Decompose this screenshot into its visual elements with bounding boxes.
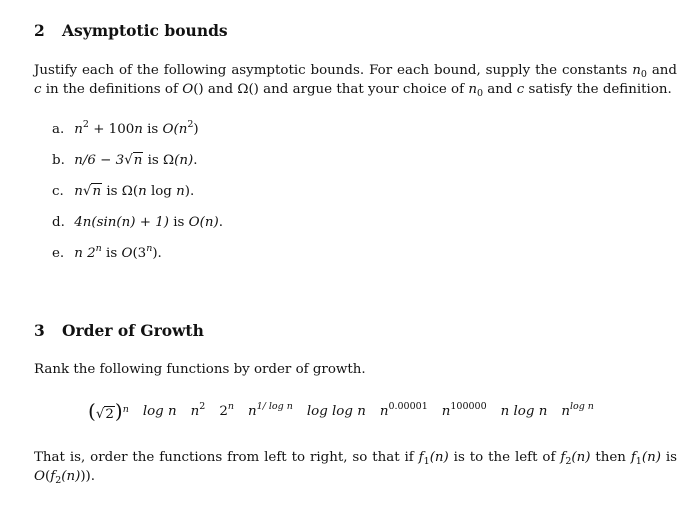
math-expr: (n) [61,469,81,484]
para-text: That is, order the functions from left to right, so that if [34,450,419,465]
math-sub: 2 [55,475,62,486]
math-expr: 2 [105,407,114,422]
list-item [52,213,223,244]
math-expr: n [190,403,200,419]
math-bound: Ω [121,184,133,199]
math-n: n [632,63,641,78]
math-parens: () [248,82,259,97]
math-expr: 2 [219,403,228,419]
math-sup: n [95,243,102,254]
item-text: is [142,122,163,137]
function-item: n log n [500,403,548,419]
math-bound: O [162,122,174,137]
math-expr: )). [80,469,96,484]
list-item [52,120,223,151]
math-expr: ). [184,184,195,199]
math-f: f [418,450,424,465]
item-text: is [102,184,122,199]
math-sup: n [146,243,153,254]
math-bound: Ω [163,153,175,168]
math-sup: 0.00001 [388,400,428,412]
intro-text: and [646,63,677,78]
item-label: e. [52,246,65,261]
math-sup: 2 [199,400,206,412]
math-expr: ) [193,122,199,137]
section-2-number: 2 [34,21,45,40]
function-item [561,400,594,419]
intro-text: and argue that your choice of [258,82,469,97]
item-text: . [218,215,223,230]
sqrt-symbol: √n [124,153,143,168]
item-text: is [101,246,122,261]
item-text: is [143,153,164,168]
math-expr: 4n(sin(n) + 1) [74,215,169,230]
intro-text: Justify each of the following asymptotic bounds. For each bound, supply the constants [34,63,633,78]
intro-text: satisfy the definition. [524,82,672,97]
function-item: $(√2)^n$ [88,399,129,423]
section-3-title: Order of Growth [62,321,204,340]
section-3-number: 3 [34,321,45,340]
math-bound: O [188,215,200,230]
math-expr: ( [44,469,51,484]
math-f: f [50,469,56,484]
math-expr: n/6 − 3 [74,153,125,168]
math-expr: n [561,403,570,419]
math-sub: 0 [640,69,647,80]
function-item: log n [142,403,177,419]
intro-text: in the definitions of [41,82,183,97]
math-f: f [560,450,566,465]
math-expr: (n) [174,153,194,168]
math-expr: n [92,184,102,199]
math-bound: O [121,246,133,261]
math-expr: n 2 [74,246,96,261]
math-expr: log [146,184,177,199]
function-item [379,400,428,419]
section-2-intro [34,61,677,99]
math-sup: 2 [82,119,89,130]
item-label: b. [52,153,65,168]
math-expr: n [74,184,83,199]
math-c: c [34,82,42,97]
math-sup: n [227,400,234,412]
function-item [247,400,293,419]
function-item [190,400,206,419]
math-expr: ( [132,184,139,199]
math-sup: 2 [187,119,194,130]
list-item [52,244,223,275]
section-3-intro: Rank the following functions by order of growth. [34,362,366,377]
math-n: n [468,82,477,97]
math-O: O [182,82,194,97]
math-expr: (n) [199,215,219,230]
math-c: c [516,82,525,97]
math-sub: 2 [565,456,572,467]
math-expr: (3 [132,246,147,261]
math-sub: 1 [423,456,430,467]
para-text: then [590,450,631,465]
item-text: is [168,215,189,230]
list-item [52,151,223,182]
math-f: f [630,450,636,465]
math-expr: (n) [641,450,661,465]
intro-text: and [483,82,517,97]
math-sup: 100000 [450,400,487,412]
section-2-heading [34,21,228,40]
math-expr: ). [152,246,162,261]
sqrt-symbol: √n [82,184,102,199]
math-expr: n [134,122,143,137]
section-2-title: Asymptotic bounds [62,21,228,40]
math-sub: 1 [635,456,642,467]
list-item [52,182,223,213]
section-3-continuation [34,448,677,486]
item-text: . [193,153,198,168]
math-expr: n [379,403,389,419]
function-item [219,400,234,419]
item-label: d. [52,215,65,230]
math-sup: n [122,404,129,415]
item-label: a. [52,122,65,137]
math-sub: 0 [476,88,483,99]
function-item [441,400,487,419]
math-expr: (n) [571,450,591,465]
para-text: is [660,450,677,465]
functions-row [88,396,608,426]
math-expr: n [176,184,185,199]
math-sup: 1/ log n [256,400,293,412]
bounds-list [52,120,223,275]
math-expr: n [74,122,83,137]
math-expr: (n) [429,450,449,465]
math-O: O [34,469,45,484]
math-sup: log n [569,400,594,412]
math-expr: n [247,403,257,419]
math-expr: n [138,184,147,199]
item-label: c. [52,184,64,199]
math-expr: (n [173,122,188,137]
function-item: log log n [306,403,366,419]
para-text: is to the left of [448,450,561,465]
math-parens: () [193,82,204,97]
math-expr: n [441,403,451,419]
intro-text: and [203,82,238,97]
math-expr: n [133,153,143,168]
math-Omega: Ω [237,82,249,97]
math-expr: + 100 [88,122,135,137]
section-3-heading [34,321,204,340]
